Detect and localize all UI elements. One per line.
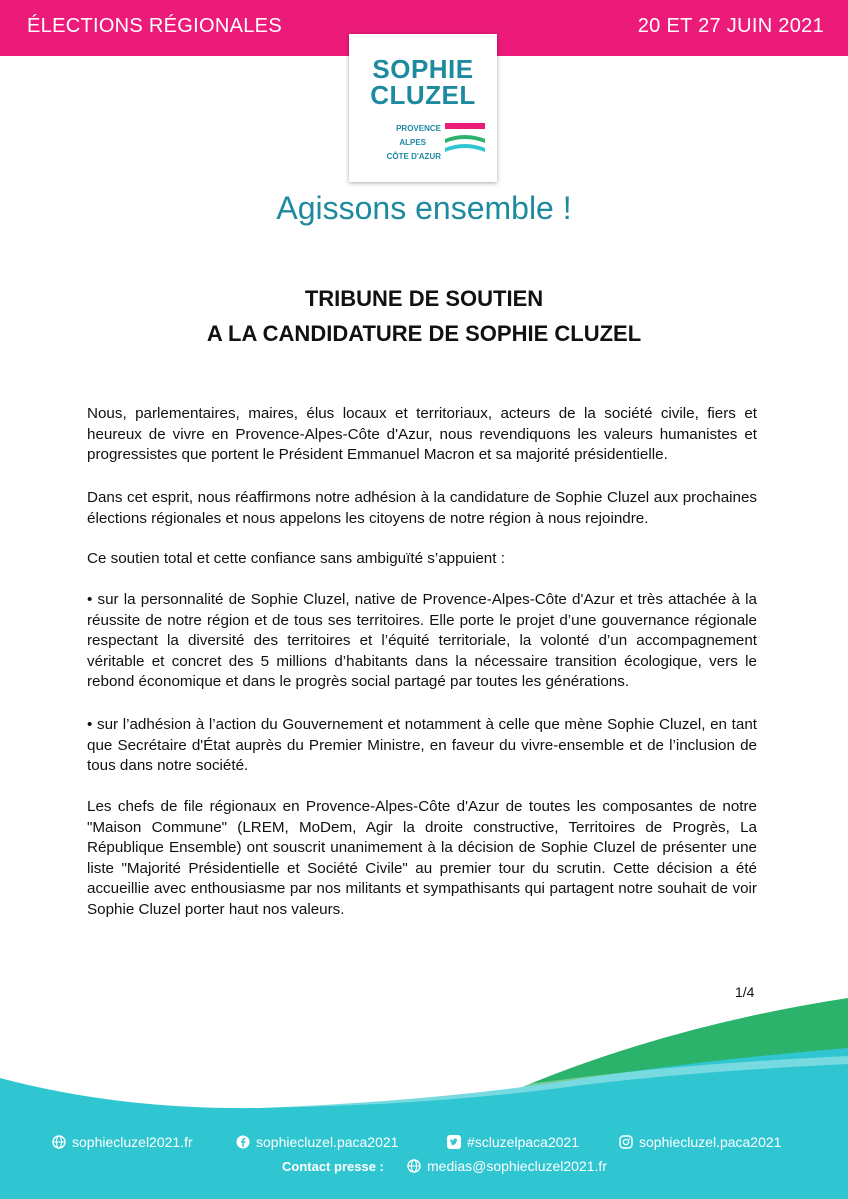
logo-waves-icon — [445, 122, 487, 162]
footer-facebook-link[interactable] — [236, 1134, 398, 1150]
logo-region-alpes: ALPES — [399, 138, 426, 147]
footer-facebook-text: sophiecluzel.paca2021 — [256, 1134, 399, 1150]
header-election-label: ÉLECTIONS RÉGIONALES — [27, 15, 282, 37]
paragraph-bullet-government: • sur l’adhésion à l’action du Gouvernement et notamment à celle que mène Sophie Cluzel, en tant que Secrétaire d'État auprès du Premier Ministre, en faveur du vivre-ensemble et de l’inclusion de tous dans notre société. — [87, 716, 757, 774]
header-dates: 20 ET 27 JUIN 2021 — [637, 15, 824, 37]
paragraph-intro: Nous, parlementaires, maires, élus locaux et territoriaux, acteurs de la société civile, fiers et heureux de vivre en Provence-Alpes-Côte d'Azur, nous revendiquons les valeurs humanistes et progressistes que portent le Président Emmanuel Macron et sa majorité présidentielle. — [87, 405, 757, 463]
logo-name-first: SOPHIE — [372, 54, 474, 84]
contact-email-link[interactable] — [407, 1158, 607, 1174]
logo-region-cote: CÔTE D'AZUR — [386, 152, 441, 161]
footer-website-link[interactable] — [52, 1134, 193, 1150]
contact-email-text: medias@sophiecluzel2021.fr — [427, 1158, 607, 1174]
globe-icon — [407, 1159, 421, 1173]
footer-twitter-text: #scluzelpaca2021 — [467, 1134, 580, 1150]
document-title-line2: A LA CANDIDATURE DE SOPHIE CLUZEL — [206, 321, 642, 346]
footer-website-text: sophiecluzel2021.fr — [72, 1134, 193, 1150]
paragraph-support: Dans cet esprit, nous réaffirmons notre adhésion à la candidature de Sophie Cluzel aux prochaines élections régionales et nous appelons les citoyens de notre région à nous rejoindre. — [87, 489, 757, 527]
paragraph-lead: Ce soutien total et cette confiance sans ambiguïté s’appuient : — [87, 550, 505, 567]
footer-instagram-text: sophiecluzel.paca2021 — [639, 1134, 782, 1150]
footer-instagram-link[interactable] — [619, 1134, 781, 1150]
facebook-icon — [236, 1135, 250, 1149]
instagram-icon — [619, 1135, 633, 1149]
logo-name-last: CLUZEL — [370, 80, 476, 110]
paragraph-party-leaders: Les chefs de file régionaux en Provence-Alpes-Côte d'Azur de toutes les composantes de notre "Maison Commune" (LREM, MoDem, Agir la droite constructive, Territoires de Progrès, La République Ensemble) ont souscrit unanimement à la décision de Sophie Cluzel de présenter une liste "Majorité Présidentielle et Société Civile" au premier tour du scrutin. Cette décision a été accueillie avec enthousiasme par nos militants et sympathisants qui partagent notre souhait de voir Sophie Cluzel porter haut nos valeurs. — [87, 798, 757, 918]
slogan: Agissons ensemble ! — [276, 190, 572, 226]
twitter-icon — [447, 1135, 461, 1149]
contact-press-label: Contact presse : — [282, 1159, 384, 1174]
document-title-line1: TRIBUNE DE SOUTIEN — [304, 286, 544, 311]
logo-region-provence: PROVENCE — [396, 124, 441, 133]
candidate-logo — [349, 34, 497, 182]
paragraph-bullet-personality: • sur la personnalité de Sophie Cluzel, native de Provence-Alpes-Côte d'Azur et très attachée à la réussite de notre région et de tous ses territoires. Elle porte le projet d’une gouvernance régionale respectant la diversité des territoires et l’équité territoriale, la volonté d’un accompagnement véritable et concret des 5 millions d’habitants dans la nécessaire transition écologique, vers le rebond économique et dans le progrès social partagé par toutes les générations. — [87, 591, 757, 690]
page-number: 1/4 — [735, 984, 755, 1000]
globe-icon — [52, 1135, 66, 1149]
footer-twitter-link[interactable] — [447, 1134, 579, 1150]
